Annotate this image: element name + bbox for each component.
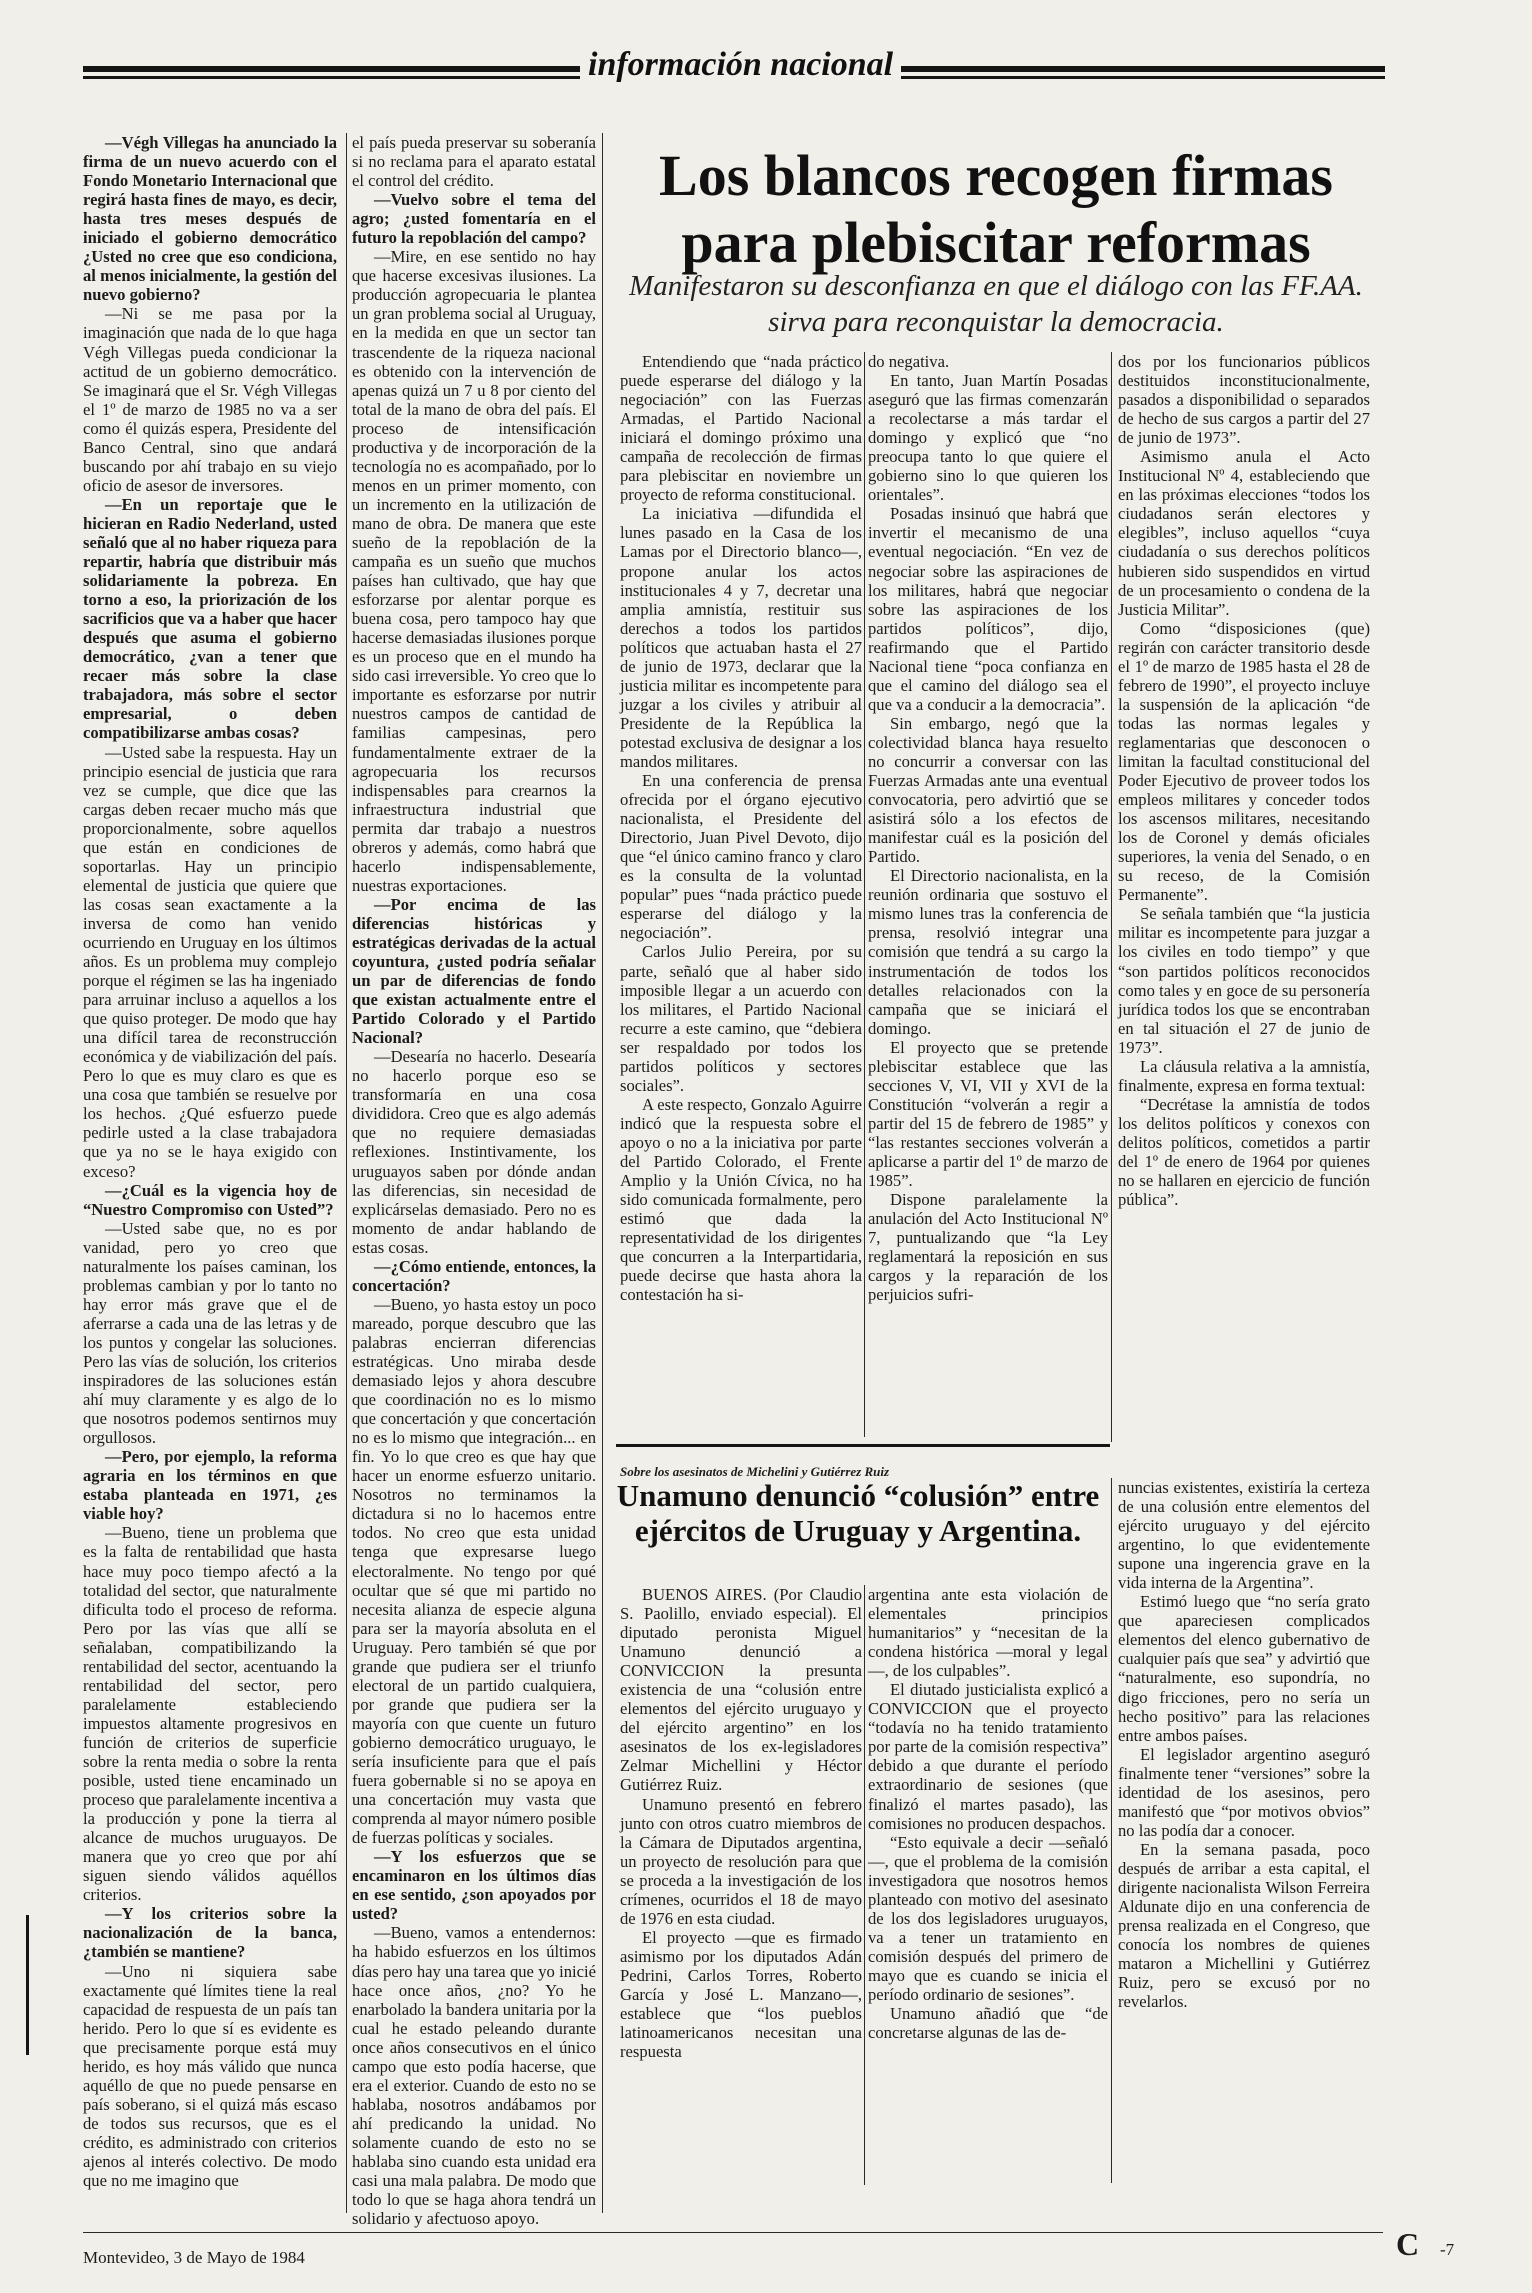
page-number: -7 xyxy=(1440,2240,1455,2259)
paragraph: El Directorio nacionalista, en la reunión ordinaria que sostuvo el mismo lunes tras la conferencia de prensa, resolvió integrar una comisión que tendrá a su cargo la instrumentación de todos los detalles relacionados con la campaña que se iniciará el domingo. xyxy=(868,866,1108,1038)
main-story-column-3 xyxy=(1118,352,1370,1209)
sub-story-column-2 xyxy=(868,1585,1108,2042)
paragraph: Sin embargo, negó que la colectividad blanca haya resuelto no concurrir a conversar con las Fuerzas Armadas ante una eventual convocatoria, pero advirtió que se asistirá sólo a los efectos de manifestar cuál es la posición del Partido. xyxy=(868,713,1108,867)
sub-story-headline: Unamuno denunció “colusión” entre ejércitos de Uruguay y Argentina. xyxy=(616,1478,1100,1548)
paragraph: BUENOS AIRES. (Por Claudio S. Paolillo, enviado especial). El diputado peronista Miguel Unamuno denunció a CONVICCION la presunta existencia de una “colusión entre elementos del ejército uruguayo y del ejército argentino” en los asesinatos de los ex-legisladores Zelmar Michellini y Héctor Gutiérrez Ruiz. xyxy=(620,1585,862,1795)
footer-date: Montevideo, 3 de Mayo de 1984 xyxy=(83,2248,305,2267)
paragraph: La iniciativa —difundida el lunes pasado en la Casa de los Lamas por el Directorio blanco—, propone anular los actos institucionales 4 y 7, decretar una amplia amnistía, restituir sus derechos a todos los partidos políticos que actuaban hasta el 27 de junio de 1973, declarar que la justicia militar es incompetente para juzgar a los civiles y atribuir al Presidente de la República la potestad exclusiva de designar a los mandos militares. xyxy=(620,504,862,771)
paragraph: argentina ante esta violación de elementales principios humanitarios” y “necesitan de la condena histórica —moral y legal—, de los culpables”. xyxy=(868,1585,1108,1681)
paragraph: En la semana pasada, poco después de arribar a esta capital, el dirigente nacionalista Wilson Ferreira Aldunate dijo en una conferencia de prensa realizada en el Congreso, que conocía los nombres de quienes mataron a Michellini y Gutiérrez Ruiz, pero se excusó por no revelarlos. xyxy=(1118,1839,1370,2012)
paragraph: —Uno ni siquiera sabe exactamente qué límites tiene la real capacidad de respuesta de un país tan herido. Pero lo que sí es evidente es que precisamente porque está muy herido, es hoy más válido que nunca aquéllo de que no puede pensarse en país soberano, si el quizá más escaso de todos sus recursos, que es el crédito, es administrado con criterios ajenos al interés colectivo. De modo que no me imagino que xyxy=(83,1961,337,2191)
interview-column-2 xyxy=(352,133,596,2228)
story-separator xyxy=(616,1444,1110,1447)
paragraph: —En un reportaje que le hicieran en Radio Nederland, usted señaló que al no haber riqueza para repartir, habría que distribuir más solidariamente la pobreza. En torno a eso, la priorización de los sacrificios que va a haber que hacer después que asuma el gobierno democrático, ¿van a tener que recaer más sobre la clase trabajadora, más sobre el sector empresarial, o deben compatibilizarse ambas cosas? xyxy=(83,494,337,743)
paragraph: Unamuno presentó en febrero junto con otros cuatro miembros de la Cámara de Diputados argentina, un proyecto de resolución para que se proceda a la investigación de los crímenes, ocurridos el 18 de mayo de 1976 en esta ciudad. xyxy=(620,1794,862,1928)
paragraph: —¿Cómo entiende, entonces, la concertación? xyxy=(352,1256,596,1295)
publication-logo: C xyxy=(1396,2226,1420,2262)
paragraph: do negativa. xyxy=(868,352,950,371)
paragraph: Posadas insinuó que habrá que invertir el mecanismo de una eventual negociación. “En vez de negociar sobre las aspiraciones de los militares, habrá que negociar sobre las aspiraciones de los partidos políticos”, dijo, reafirmando que el Partido Nacional tiene “poca confianza en que el camino del diálogo sea el que va a conducir a la democracia”. xyxy=(868,504,1108,714)
paragraph: —Y los esfuerzos que se encaminaron en los últimos días en ese sentido, ¿son apoyados por usted? xyxy=(352,1847,596,1924)
paragraph: La cláusula relativa a la amnistía, finalmente, expresa en forma textual: xyxy=(1118,1056,1370,1095)
paragraph: nuncias existentes, existiría la certeza de una colusión entre elementos del ejército uruguayo y del ejército argentino, lo que evidentemente supone una ingerencia grave en la vida interna de la Argentina”. xyxy=(1118,1478,1370,1593)
column-divider-4 xyxy=(1111,352,1112,1442)
paragraph: El legislador argentino aseguró finalmente tener “versiones” sobre la identidad de los asesinos, pero manifestó que “por motivos obvios” no las podía dar a conocer. xyxy=(1118,1744,1370,1840)
main-headline: Los blancos recogen firmas para plebiscitar reformas xyxy=(659,143,1333,275)
paragraph: En tanto, Juan Martín Posadas aseguró que las firmas comenzarán a recolectarse a más tardar el domingo y explicó que “no preocupa tanto lo que quiere el gobierno sino lo que quieren los orientales”. xyxy=(868,371,1108,505)
main-story-column-1 xyxy=(620,352,862,1304)
paragraph: El proyecto que se pretende plebiscitar establece que las secciones V, VI, VII y XVI de la Constitución “volverán a regir a partir del 15 de febrero de 1985” y “las restantes secciones volverán a aplicarse a partir del 1º de marzo de 1985”. xyxy=(868,1037,1108,1191)
column-divider-6 xyxy=(1111,1478,1112,2183)
paragraph: Carlos Julio Pereira, por su parte, señaló que al haber sido imposible llegar a un acuerdo con los militares, el Partido Nacional recurre a este camino, que “debiera ser respaldado por todos los partidos políticos y sectores sociales”. xyxy=(620,942,862,1095)
paragraph: Dispone paralelamente la anulación del Acto Institucional Nº 7, puntualizando que “la Ley reglamentará la reposición en sus cargos y la reparación de los perjuicios sufri- xyxy=(868,1190,1108,1305)
paragraph: —Bueno, vamos a entendernos: ha habido esfuerzos en los últimos días pero hay una tarea que yo inicié hace once años, ¿no? Yo he enarbolado la bandera unitaria por la cual he estado peleando durante once años consecutivos en el único campo que esto podía hacerse, que era el exterior. Cuando de esto no se hablaba, nosotros andábamos por ahí predicando la unidad. No solamente cuando de esto no se hablaba sino cuando esta unidad era casi una mala palabra. De modo que todo lo que se haga ahora tendrá un solidario y afectuoso apoyo. xyxy=(352,1923,596,2229)
paragraph: El diutado justicialista explicó a CONVICCION que el proyecto “todavía no ha tenido tratamiento por parte de la comisión respectiva” debido a que durante el período extraordinario de sesiones (que finalizó el martes pasado), las comisiones no producen despachos. xyxy=(868,1680,1108,1833)
column-divider-3 xyxy=(864,352,865,1437)
paragraph: dos por los funcionarios públicos destituidos inconstitucionalmente, pasados a disponibilidad o separados de hecho de sus cargos a partir del 27 de junio de 1973”. xyxy=(1118,352,1370,448)
paragraph: —¿Cuál es la vigencia hoy de “Nuestro Compromiso con Usted”? xyxy=(83,1180,337,1219)
paragraph: Estimó luego que “no sería grato que apareciesen complicados elementos del elenco gubernativo de cualquier país que sea” y advirtió que “naturalmente, eso supondría, no digo fricciones, pero no sería un hecho positivo” para las relaciones entre ambos países. xyxy=(1118,1592,1370,1745)
paragraph: —Usted sabe que, no es por vanidad, pero yo creo que naturalmente los países caminan, los problemas cambian y por lo tanto no hay error más grave que el de aferrarse a cada una de las letras y de los puntos y congelar las soluciones. Pero las vías de solución, los criterios inspiradores de las soluciones están ahí muy claramente y es algo de lo que nosotros podemos sentirnos muy orgullosos. xyxy=(83,1218,337,1448)
main-subtitle: Manifestaron su desconfianza en que el diálogo con las FF.AA. sirva para reconquistar la democracia. xyxy=(629,270,1363,338)
paragraph: “Decrétase la amnistía de todos los delitos políticos y conexos con delitos políticos, cometidos a partir del 1º de enero de 1964 por quienes no se hallaren en ejercicio de función pública”. xyxy=(1118,1094,1370,1210)
interview-column-1 xyxy=(83,133,337,2190)
paragraph: —Vuelvo sobre el tema del agro; ¿usted fomentaría en el futuro la repoblación del campo? xyxy=(352,190,596,248)
margin-mark xyxy=(26,1915,29,2055)
paragraph: Unamuno añadió que “de concretarse algunas de las de- xyxy=(868,2004,1108,2043)
paragraph: En una conferencia de prensa ofrecida por el órgano ejecutivo nacionalista, el Presidente del Directorio, Juan Pivel Devoto, dijo que “el único camino franco y claro es la consulta de la voluntad popular” pues “nada práctico puede esperarse del diálogo y la negociación”. xyxy=(620,771,862,943)
column-divider-5 xyxy=(864,1585,865,2185)
column-divider-1 xyxy=(346,133,347,2213)
paragraph: Se señala también que “la justicia militar es incompetente para juzgar a los civiles en todo tiempo” y que “son partidos políticos reconocidos como tales y en goce de su personería jurídica todos los que se encontraban en tal situación el 27 de junio de 1973”. xyxy=(1118,904,1370,1057)
paragraph: —Bueno, tiene un problema que es la falta de rentabilidad que hasta hace muy poco tiempo afectó a la totalidad del sector, que naturalmente dificulta todo el proceso de reforma. Pero por las vías que allí se señalaban, compatibilizando la rentabilidad del sector, acentuando la rentabilidad del sector, pero paralelamente estableciendo impuestos altamente progresivos en función de criterios de superficie sobre la renta media o sobre la renta posible, usted tiene encaminado un proceso que paralelamente incentiva a la producción y pone la tierra al alcance de muchos uruguayos. De manera que yo creo que por ahí siguen siendo válidos aquéllos criterios. xyxy=(83,1523,337,1905)
section-title: información nacional xyxy=(580,48,901,82)
paragraph: —Bueno, yo hasta estoy un poco mareado, porque descubro que las palabras encierran diferencias estratégicas. Uno miraba desde demasiado lejos y ahora descubre que coordinación no es lo mismo que concertación y que concertación no es lo mismo que integración... en fin. Yo lo que creo es que hay que hacer un enorme esfuerzo unitario. Nosotros no terminamos la dictadura si no lo hacemos entre todos. No creo que esta unidad tenga que expresarse luego electoralmente. No tengo por qué ocultar que sé que mi partido no necesita alianza de especie alguna para ser la mayoría absoluta en el Uruguay. Pero también sé que por grande que pudiera ser el triunfo electoral de un partido cualquiera, por grande que pudiera ser la mayoría con que cuente un futuro gobierno democrático uruguayo, le sería insuficiente para que el país fuera gobernable si no se apoya en una concertación muy vasta que comprenda al mayor número posible de fuerzas políticas y sociales. xyxy=(352,1294,596,1848)
paragraph: —Desearía no hacerlo. Desearía no hacerlo porque eso se transformaría en una cosa divididora. Creo que es algo además que no requiere demasiadas reflexiones. Instintivamente, los uruguayos saben por dónde andan las diferencias, sin necesidad de explicárselas demasiado. Pero no es momento de andar hablando de estas cosas. xyxy=(352,1047,596,1257)
paragraph: A este respecto, Gonzalo Aguirre indicó que la respuesta sobre el apoyo o no a la iniciativa por parte del Partido Colorado, el Frente Amplio y la Unión Cívica, no ha sido comunicada formalmente, pero estimó que dada la representatividad de los dirigentes que concurren a la Interpartidaria, puede decirse que hasta ahora la contestación ha si- xyxy=(620,1094,862,1305)
main-story-column-2 xyxy=(868,352,1108,1304)
paragraph: —Usted sabe la respuesta. Hay un principio esencial de justicia que rara vez se cumple, que dice que las cargas deben recaer mucho más que proporcionalmente, sobre aquellos que están en condiciones de soportarlas. Hay un principio elemental de justicia que quiere que las cosas sean exactamente a la inversa de como han venido ocurriendo en Uruguay en los últimos años. Es un problema muy complejo porque el régimen se las ha ingeniado para arruinar incluso a aquellos a los que quiso proteger. De modo que hay una difícil tarea de reconstrucción económica y de viabilización del país. Pero lo que es muy claro es que es una cosa que también se resuelve por los hechos. ¿Qué esfuerzo puede pedirle usted a la clase trabajadora que ya no se le haya exigido con exceso? xyxy=(83,742,337,1181)
footer-rule xyxy=(83,2232,1383,2233)
paragraph: —Ni se me pasa por la imaginación que nada de lo que haga Végh Villegas pueda condicionar la actitud de un gobierno democrático. Se imaginará que el Sr. Végh Villegas el 1º de marzo de 1985 no va a ser como él quizás espera, Presidente del Banco Central, sino que andará buscando por ahí trabajo en su viejo oficio de asesor de inversores. xyxy=(83,304,337,495)
paragraph: —Végh Villegas ha anunciado la firma de un nuevo acuerdo con el Fondo Monetario Internacional que regirá hasta fines de mayo, es decir, hasta tres meses después de iniciado el gobierno democrático ¿Usted no cree que eso condiciona, al menos inicialmente, la gestión del nuevo gobierno? xyxy=(83,133,337,305)
paragraph: Entendiendo que “nada práctico puede esperarse del diálogo y la negociación” con las Fuerzas Armadas, el Partido Nacional iniciará el domingo próximo una campaña de recolección de firmas para plebiscitar en noviembre un proyecto de reforma constitucional. xyxy=(620,352,862,505)
paragraph: El proyecto —que es firmado asimismo por los diputados Adán Pedrini, Carlos Torres, Roberto García y José L. Manzano—, establece que “los pueblos latinoamericanos necesitan una respuesta xyxy=(620,1927,862,2062)
paragraph: —Y los criterios sobre la nacionalización de la banca, ¿también se mantiene? xyxy=(83,1904,337,1962)
column-divider-2 xyxy=(602,133,603,2213)
paragraph: —Mire, en ese sentido no hay que hacerse excesivas ilusiones. La producción agropecuaria le plantea un gran problema social al Uruguay, en la medida en que un sector tan trascendente de la riqueza nacional es obtenido con la intervención de apenas quizá un 7 u 8 por ciento del total de la mano de obra del país. El proceso de intensificación productiva y de incorporación de la tecnología no es acompañado, por lo menos en un primer momento, con un incremento en la utilización de mano de obra. De manera que este sueño de la repoblación de la campaña es un sueño que muchos países han cultivado, que hay que esforzarse por alentar porque es buena cosa, pero tampoco hay que hacerse demasiadas ilusiones porque es un proceso que en el mundo ha sido casi irreversible. Yo creo que lo importante es esforzarse por nutrir nuestros campos de cantidad de familias campesinas, pero fundamentalmente extraer de la agropecuaria los recursos indispensables para crearnos la infraestructura industrial que permita dar trabajo a nuestros obreros y además, como habrá que hacerlo indispensablemente, nuestras exportaciones. xyxy=(352,247,596,895)
paragraph: “Esto equivale a decir —señaló—, que el problema de la comisión investigadora que nosotros hemos planteado con motivo del asesinato de los dos legisladores uruguayos, va a tener un tratamiento en comisión después del primero de mayo que es cuando se inicia el período ordinario de sesiones”. xyxy=(868,1832,1108,2004)
paragraph: —Pero, por ejemplo, la reforma agraria en los términos en que estaba planteada en 1971, ¿es viable hoy? xyxy=(83,1447,337,1524)
paragraph: el país pueda preservar su soberanía si no reclama para el aparato estatal el control del crédito. xyxy=(352,133,596,191)
sub-story-kicker: Sobre los asesinatos de Michelini y Gutiérrez Ruiz xyxy=(620,1464,890,1479)
paragraph: Como “disposiciones (que) regirán con carácter transitorio desde el 1º de marzo de 1985 hasta el 28 de febrero de 1990”, el proyecto incluye la suspensión de la aplicación “de todas las normas legales y reglamentarias que desconocen o limitan la facultad constitucional del Poder Ejecutivo de proveer todos los empleos militares y conceder todos los ascensos militares, necesitando los de Coronel y demás oficiales superiores, la venia del Senado, o en su receso, de la Comisión Permanente”. xyxy=(1118,618,1370,905)
sub-story-column-3 xyxy=(1118,1478,1370,2011)
sub-story-column-1 xyxy=(620,1585,862,2061)
paragraph: —Por encima de las diferencias históricas y estratégicas derivadas de la actual coyuntura, ¿usted podría señalar un par de diferencias de fondo que existan actualmente entre el Partido Colorado y el Partido Nacional? xyxy=(352,894,596,1048)
paragraph: Asimismo anula el Acto Institucional Nº 4, estableciendo que en las próximas elecciones “todos los ciudadanos serán electores y elegibles”, incluso aquellos “cuya ciudadanía o sus derechos políticos hubieren sido suspendidos en virtud de un procesamiento o condena de la Justicia Militar”. xyxy=(1118,447,1370,619)
